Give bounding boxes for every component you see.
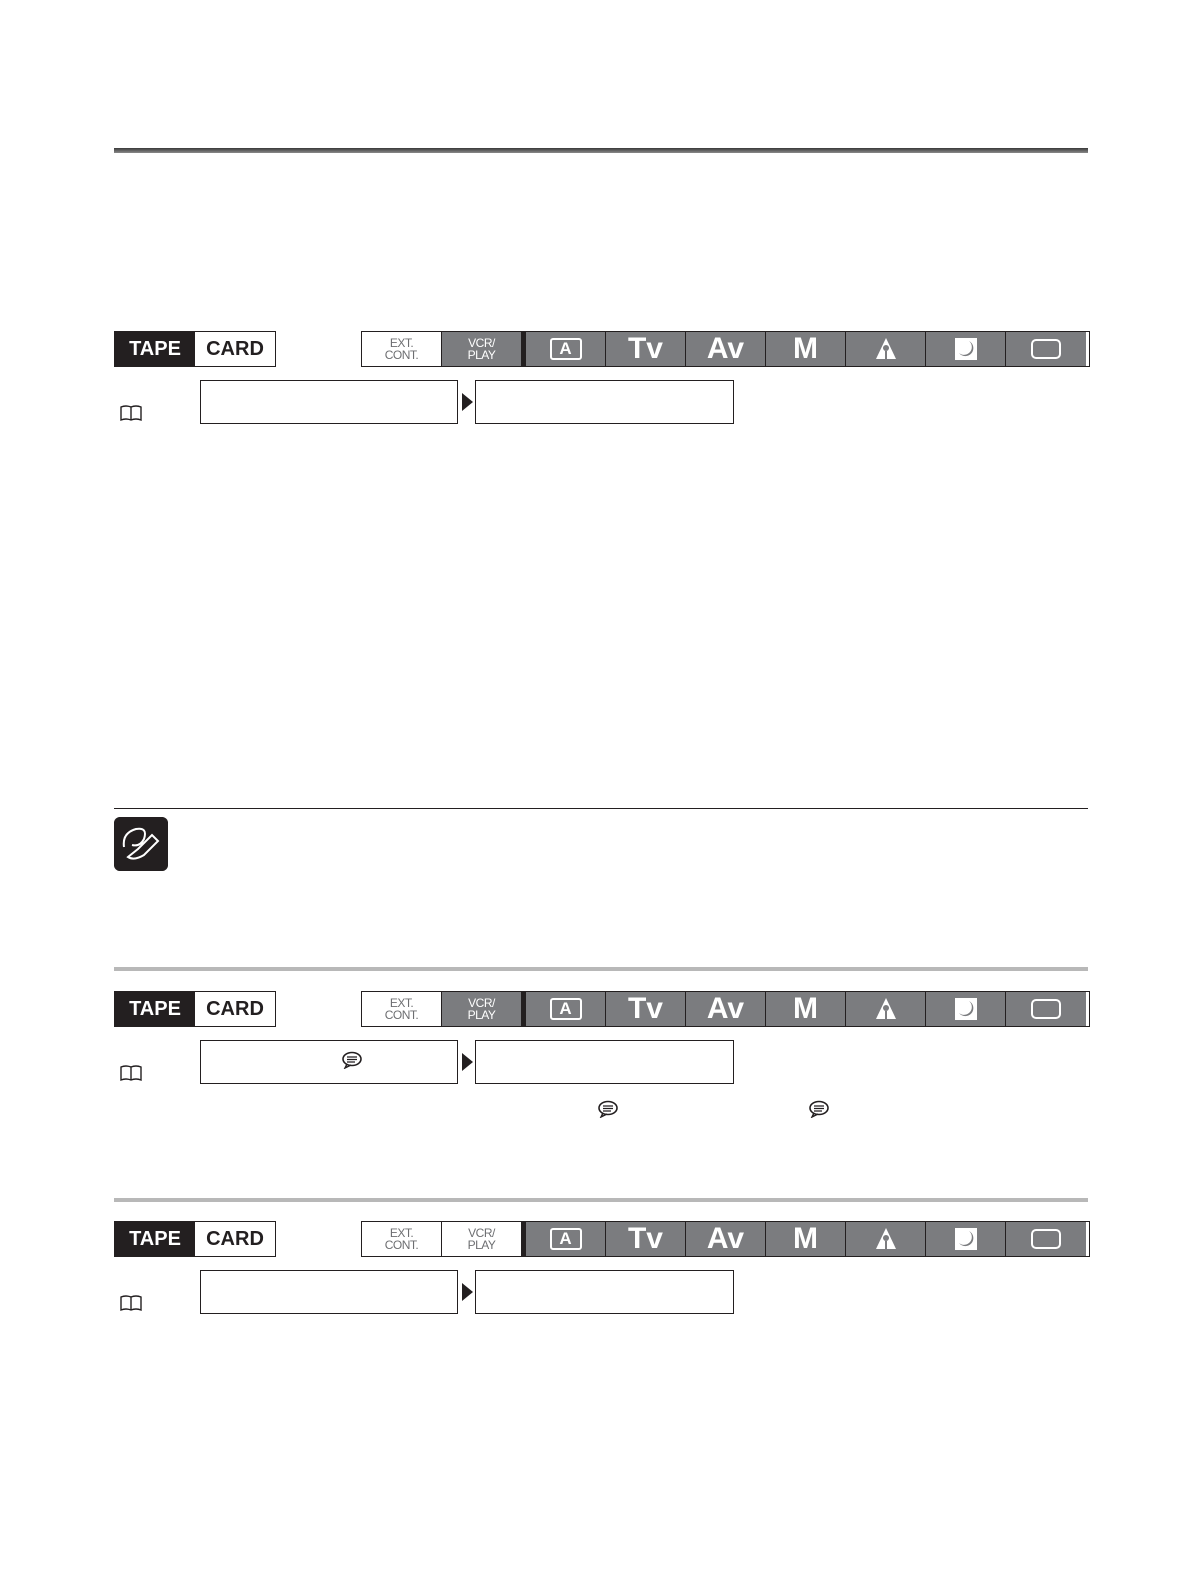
ext-cont-cell xyxy=(362,332,442,366)
portrait-mode-cell xyxy=(846,332,926,366)
screen-mode-cell xyxy=(1006,332,1086,366)
ext-cont-line2: CONT. xyxy=(384,348,419,362)
portrait-mode-cell xyxy=(846,1222,926,1256)
section-3 xyxy=(114,1221,1090,1321)
portrait-icon xyxy=(875,997,897,1021)
mode-dial xyxy=(361,1221,1090,1257)
screen-mode-cell xyxy=(1006,992,1086,1026)
mode-bar xyxy=(114,331,1090,367)
section-3-rule xyxy=(114,1198,1088,1202)
vcr-play-line1: VCR/ xyxy=(468,996,495,1010)
tape-label: TAPE xyxy=(115,332,195,366)
card-label: CARD xyxy=(195,992,275,1026)
speech-bubble-icon xyxy=(597,1100,619,1118)
av-mode-cell: Av xyxy=(686,332,766,366)
card-label: CARD xyxy=(195,332,275,366)
mode-bar xyxy=(114,1221,1090,1257)
auto-mode-cell xyxy=(522,992,606,1026)
night-mode-cell xyxy=(926,332,1006,366)
night-moon-icon xyxy=(955,998,977,1020)
screen-frame-icon xyxy=(1031,1229,1061,1249)
vcr-play-line2: PLAY xyxy=(467,348,496,362)
vcr-play-line1: VCR/ xyxy=(468,1226,495,1240)
tv-mode-cell: Tv xyxy=(606,332,686,366)
book-icon xyxy=(120,1064,142,1082)
menu-step-2 xyxy=(475,1040,734,1084)
tv-mode-cell: Tv xyxy=(606,992,686,1026)
media-indicator xyxy=(114,991,276,1027)
vcr-play-line2: PLAY xyxy=(467,1238,496,1252)
vcr-play-cell xyxy=(442,332,522,366)
menu-step-1 xyxy=(200,1270,458,1314)
book-icon xyxy=(120,1294,142,1312)
portrait-icon xyxy=(875,337,897,361)
screen-frame-icon xyxy=(1031,339,1061,359)
media-indicator xyxy=(114,1221,276,1257)
auto-icon: A xyxy=(550,1228,582,1250)
night-moon-icon xyxy=(955,1228,977,1250)
menu-path xyxy=(114,1270,734,1316)
auto-icon: A xyxy=(550,338,582,360)
mode-dial xyxy=(361,991,1090,1027)
mode-dial xyxy=(361,331,1090,367)
ext-cont-line2: CONT. xyxy=(384,1238,419,1252)
arrow-right-icon xyxy=(462,393,473,411)
top-rule xyxy=(114,148,1088,153)
auto-mode-cell xyxy=(522,1222,606,1256)
m-mode-cell: M xyxy=(766,1222,846,1256)
ext-cont-line1: EXT. xyxy=(389,996,414,1010)
mode-bar xyxy=(114,991,1090,1027)
menu-step-2 xyxy=(475,380,734,424)
vcr-play-line2: PLAY xyxy=(467,1008,496,1022)
ext-cont-line2: CONT. xyxy=(384,1008,419,1022)
card-label: CARD xyxy=(195,1222,275,1256)
av-mode-cell: Av xyxy=(686,992,766,1026)
m-mode-cell: M xyxy=(766,332,846,366)
section-2-rule xyxy=(114,967,1088,971)
screen-mode-cell xyxy=(1006,1222,1086,1256)
night-moon-icon xyxy=(955,338,977,360)
menu-step-1 xyxy=(200,1040,458,1084)
tv-mode-cell: Tv xyxy=(606,1222,686,1256)
menu-step-1 xyxy=(200,380,458,424)
vcr-play-line1: VCR/ xyxy=(468,336,495,350)
arrow-right-icon xyxy=(462,1283,473,1301)
vcr-play-cell xyxy=(442,1222,522,1256)
note-rule xyxy=(114,808,1088,809)
book-icon xyxy=(120,404,142,422)
portrait-mode-cell xyxy=(846,992,926,1026)
auto-icon: A xyxy=(550,998,582,1020)
ext-cont-line1: EXT. xyxy=(389,336,414,350)
note-pencil-icon xyxy=(114,817,168,871)
speech-bubble-icon xyxy=(341,1051,363,1069)
menu-step-2 xyxy=(475,1270,734,1314)
speech-bubble-icon xyxy=(808,1100,830,1118)
auto-mode-cell xyxy=(522,332,606,366)
night-mode-cell xyxy=(926,992,1006,1026)
screen-frame-icon xyxy=(1031,999,1061,1019)
tape-label: TAPE xyxy=(115,992,195,1026)
night-mode-cell xyxy=(926,1222,1006,1256)
arrow-right-icon xyxy=(462,1053,473,1071)
menu-path xyxy=(114,1040,734,1086)
media-indicator xyxy=(114,331,276,367)
ext-cont-cell xyxy=(362,992,442,1026)
tape-label: TAPE xyxy=(115,1222,195,1256)
vcr-play-cell xyxy=(442,992,522,1026)
portrait-icon xyxy=(875,1227,897,1251)
menu-path xyxy=(114,380,734,426)
section-2 xyxy=(114,991,1090,1091)
m-mode-cell: M xyxy=(766,992,846,1026)
ext-cont-line1: EXT. xyxy=(389,1226,414,1240)
av-mode-cell: Av xyxy=(686,1222,766,1256)
ext-cont-cell xyxy=(362,1222,442,1256)
section-1 xyxy=(114,331,1090,431)
